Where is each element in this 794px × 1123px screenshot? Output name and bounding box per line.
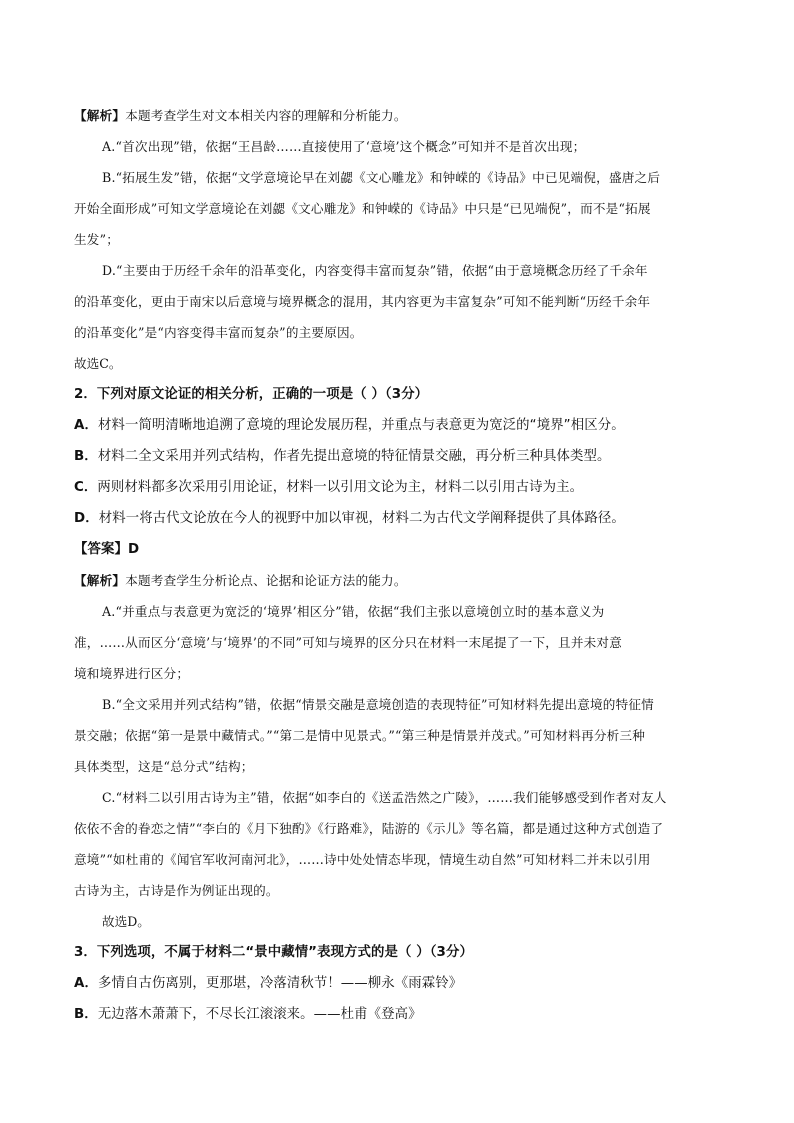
analysis-line: A.“首次出现”错，依据“王昌龄……直接使用了‘意境’这个概念”可知并不是首次出现； [102, 139, 586, 154]
option-text: 材料一将古代文论放在今人的视野中加以审视，材料二为古代文学阐释提供了具体路径。 [98, 511, 625, 526]
conclusion-q2: 故选D。 [102, 914, 150, 929]
analysis-intro: 本题考查学生分析论点、论据和论证方法的能力。 [125, 573, 407, 588]
option-text: 多情自古伤离别，更那堪，冷落清秋节！——柳永《雨霖铃》 [97, 976, 463, 991]
analysis-line: D.“主要由于历经千余年的沿革变化，内容变得丰富而复杂”错，依据“由于意境概念历经了千余年 [102, 263, 648, 278]
option-label: B． [74, 449, 98, 464]
analysis-line: 开始全面形成”可知文学意境论在刘勰《文心雕龙》和钟嵘的《诗品》中只是“已见端倪”，而不是“拓展 [74, 201, 651, 216]
document-content [74, 100, 722, 1030]
analysis-line: 依依不舍的眷恋之情”“李白的《月下独酌》《行路难》，陆游的《示儿》等名篇，都是通过这种方式创造了 [74, 821, 664, 836]
analysis-line: 景交融；依据“第一是景中藏情式。”“第二是情中见景式。”“第三种是情景并茂式。”可知材料再分析三种 [74, 728, 646, 743]
analysis-line: 的沿革变化，更由于南宋以后意境与境界概念的混用，其内容更为丰富复杂”可知不能判断“历经千余年 [74, 294, 651, 309]
analysis-line: 具体类型，这是“总分式”结构； [74, 759, 254, 774]
analysis-label: 【解析】 [74, 573, 126, 588]
analysis-line: 的沿革变化”是“内容变得丰富而复杂”的主要原因。 [74, 325, 363, 340]
analysis-line: B.“全文采用并列式结构”错，依据“情景交融是意境创造的表现特征”可知材料先提出意境的特征情 [102, 697, 654, 712]
option-label: B． [74, 1007, 98, 1022]
analysis-line: 古诗为主，古诗是作为例证出现的。 [74, 883, 279, 898]
option-label: A． [74, 976, 98, 991]
option-text: 无边落木萧萧下，不尽长江滚滚来。——杜甫《登高》 [97, 1007, 422, 1022]
analysis-intro: 本题考查学生对文本相关内容的理解和分析能力。 [125, 108, 407, 123]
question-text: 下列选项，不属于材料二“景中藏情”表现方式的是（ ）（3分） [96, 945, 473, 960]
question-2-stem [74, 379, 722, 410]
option-d [74, 503, 722, 534]
option-text: 材料一简明清晰地追溯了意境的理论发展历程，并重点与表意更为宽泛的“境界”相区分。 [97, 418, 625, 433]
option-text: 材料二全文采用并列式结构，作者先提出意境的特征情景交融，再分析三种具体类型。 [97, 449, 611, 464]
option-b [74, 441, 722, 472]
analysis-line: 境和境界进行区分； [74, 666, 190, 681]
option-a [74, 968, 722, 999]
option-label: D． [74, 511, 99, 526]
option-text: 两则材料都多次采用引用论证，材料一以引用文论为主，材料二以引用古诗为主。 [97, 480, 584, 495]
option-label: C． [74, 480, 98, 495]
question-3-stem [74, 937, 722, 968]
analysis-line: B.“拓展生发”错，依据“文学意境论早在刘勰《文心雕龙》和钟嵘的《诗品》中已见端倪，盛唐之后 [102, 170, 661, 185]
analysis-label: 【解析】 [74, 108, 126, 123]
analysis-line: 生发”； [74, 232, 120, 247]
analysis-line: 准，……从而区分‘意境’与‘境界’的不同”可知与境界的区分只在材料一末尾提了一下，且并未对意 [74, 635, 622, 650]
option-a [74, 410, 722, 441]
analysis-line: 意境”“如杜甫的《闻官军收河南河北》，……诗中处处情态毕现，情境生动自然”可知材料二并未以引用 [74, 852, 651, 867]
conclusion-q1: 故选C。 [74, 356, 122, 371]
analysis-line: C.“材料二以引用古诗为主”错，依据“如李白的《送孟浩然之广陵》，……我们能够感受到作者对友人 [102, 790, 667, 805]
answer-label: 【答案】 [74, 542, 128, 557]
question-number: 3． [74, 945, 97, 960]
option-b [74, 999, 722, 1030]
option-label: A． [74, 418, 98, 433]
answer-value: D [127, 542, 140, 557]
analysis-line: A.“并重点与表意更为宽泛的‘境界’相区分”错，依据“我们主张以意境创立时的基本意义为 [102, 604, 605, 619]
option-c [74, 472, 722, 503]
answer-q2 [74, 534, 722, 565]
analysis-heading-q1 [74, 100, 722, 131]
question-number: 2． [74, 387, 97, 402]
analysis-heading-q2 [74, 565, 722, 596]
question-text: 下列对原文论证的相关分析，正确的一项是（ ）（3分） [96, 387, 429, 402]
